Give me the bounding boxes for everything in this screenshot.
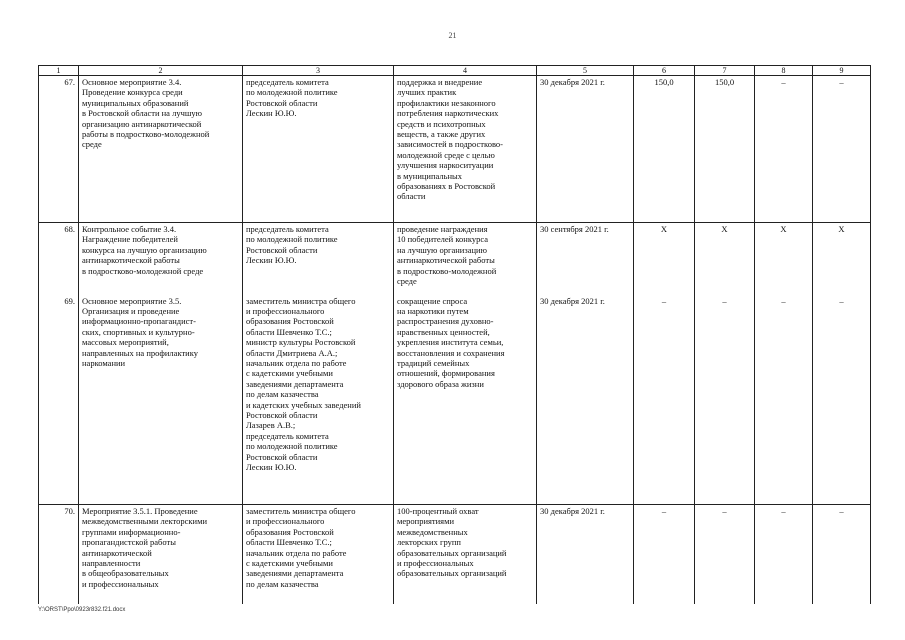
column-header: 8 bbox=[755, 66, 813, 76]
program-table bbox=[38, 65, 871, 604]
expected-result: проведение награждения 10 победителей конкурса на лучшую организацию антинаркотической работы в подростково-молодежной среде bbox=[394, 223, 537, 295]
column-header: 6 bbox=[634, 66, 695, 76]
column-header: 1 bbox=[39, 66, 79, 76]
cell-col-6: Х bbox=[634, 223, 695, 295]
responsible-person: заместитель министра общего и профессионального образования Ростовской области Шевченко Т.С.; министр культуры Ростовской области Дмитриева А.А.; начальник отдела по работе с кадетскими учебными заведениями департамента по делам казачества и кадетских учебных заведений Ростовской области Лазарев А.В.; председатель комитета по молодежной политике Ростовской области Лескин Ю.Ю. bbox=[243, 295, 394, 505]
cell-col-6: – bbox=[634, 505, 695, 604]
expected-result: поддержка и внедрение лучших практик профилактики незаконного потребления наркотических средств и психотропных веществ, а также других зависимостей в подростково- молодежной среде с целью улучшения наркоситуации в муниципальных образованиях в Ростовской области bbox=[394, 76, 537, 223]
expected-result: сокращение спроса на наркотики путем распространения духовно- нравственных ценностей, укрепления института семьи, восстановления и сохранения традиций семейных отношений, формирования здорового образа жизни bbox=[394, 295, 537, 505]
row-number: 70. bbox=[39, 505, 79, 604]
cell-col-9: – bbox=[813, 76, 871, 223]
column-header: 4 bbox=[394, 66, 537, 76]
table-row bbox=[39, 505, 871, 604]
cell-col-8: Х bbox=[755, 223, 813, 295]
cell-col-6: 150,0 bbox=[634, 76, 695, 223]
row-number: 69. bbox=[39, 295, 79, 505]
cell-col-8: – bbox=[755, 505, 813, 604]
table-row bbox=[39, 295, 871, 505]
row-number: 67. bbox=[39, 76, 79, 223]
activity-name: Основное мероприятие 3.4. Проведение конкурса среди муниципальных образований в Ростовской области на лучшую организацию антинаркотической работы в подростково-молодежной среде bbox=[79, 76, 243, 223]
activity-name: Мероприятие 3.5.1. Проведение межведомственными лекторскими группами информационно- пропагандистской работы антинаркотической направленности в общеобразовательных и профессиональных bbox=[79, 505, 243, 604]
cell-col-7: – bbox=[695, 505, 755, 604]
activity-name: Контрольное событие 3.4. Награждение победителей конкурса на лучшую организацию антинаркотической работы в подростково-молодежной среде bbox=[79, 223, 243, 295]
responsible-person: председатель комитета по молодежной политике Ростовской области Лескин Ю.Ю. bbox=[243, 76, 394, 223]
cell-col-7: – bbox=[695, 295, 755, 505]
expected-result: 100-процентный охват мероприятиями межведомственных лекторских групп образовательных организаций и профессиональных образовательных организаций bbox=[394, 505, 537, 604]
cell-col-7: 150,0 bbox=[695, 76, 755, 223]
activity-name: Основное мероприятие 3.5. Организация и проведение информационно-пропагандист- ских, спортивных и культурно- массовых мероприятий, направленных на профилактику наркомании bbox=[79, 295, 243, 505]
column-header: 3 bbox=[243, 66, 394, 76]
table-row bbox=[39, 223, 871, 295]
due-date: 30 сентября 2021 г. bbox=[537, 223, 634, 295]
cell-col-9: – bbox=[813, 295, 871, 505]
due-date: 30 декабря 2021 г. bbox=[537, 505, 634, 604]
column-header: 2 bbox=[79, 66, 243, 76]
cell-col-7: Х bbox=[695, 223, 755, 295]
cell-col-6: – bbox=[634, 295, 695, 505]
row-number: 68. bbox=[39, 223, 79, 295]
column-header: 5 bbox=[537, 66, 634, 76]
column-number-header bbox=[39, 66, 871, 76]
page-number: 21 bbox=[448, 31, 457, 40]
due-date: 30 декабря 2021 г. bbox=[537, 295, 634, 505]
table-row bbox=[39, 76, 871, 223]
column-header: 9 bbox=[813, 66, 871, 76]
responsible-person: заместитель министра общего и профессионального образования Ростовской области Шевченко Т.С.; начальник отдела по работе с кадетскими учебными заведениями департамента по делам казачества bbox=[243, 505, 394, 604]
cell-col-8: – bbox=[755, 295, 813, 505]
cell-col-8: – bbox=[755, 76, 813, 223]
cell-col-9: Х bbox=[813, 223, 871, 295]
cell-col-9: – bbox=[813, 505, 871, 604]
due-date: 30 декабря 2021 г. bbox=[537, 76, 634, 223]
column-header: 7 bbox=[695, 66, 755, 76]
footer-file-path: Y:\ORST\Ppo\0923r832.f21.docx bbox=[38, 607, 126, 613]
responsible-person: председатель комитета по молодежной политике Ростовской области Лескин Ю.Ю. bbox=[243, 223, 394, 295]
